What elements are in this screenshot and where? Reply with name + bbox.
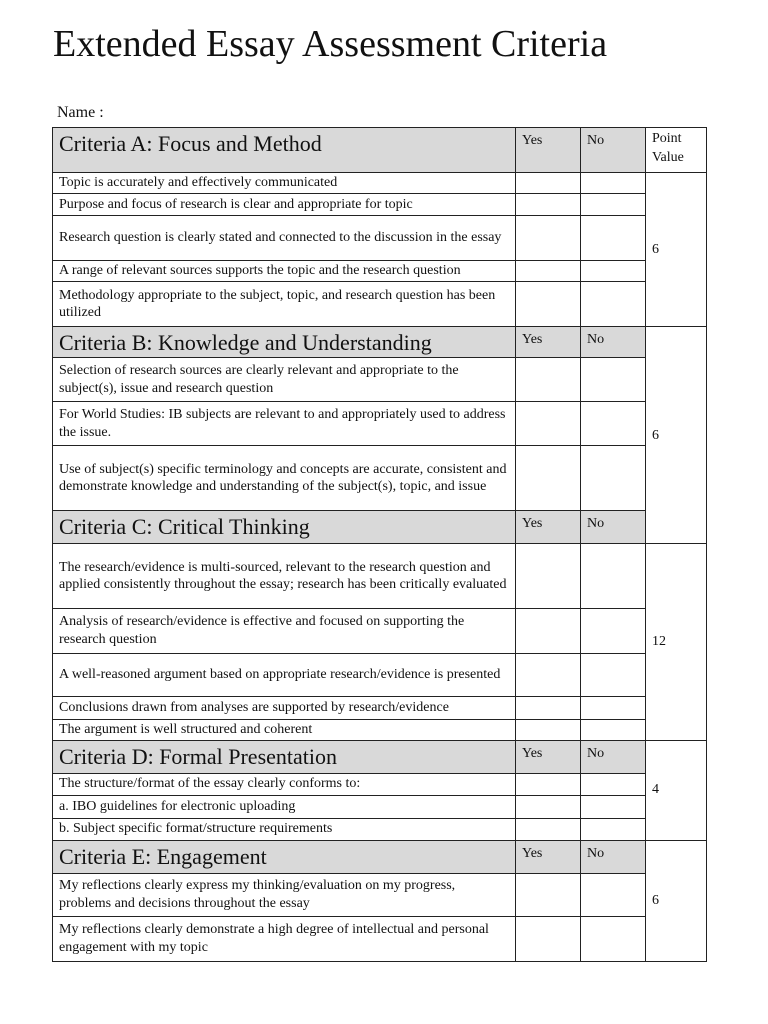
- criteria-d-item-3: b. Subject specific format/structure requirements: [53, 818, 516, 840]
- yes-header: Yes: [516, 740, 581, 773]
- no-header: No: [581, 840, 646, 873]
- no-cell[interactable]: [581, 173, 646, 194]
- criteria-b-header-row: [53, 327, 707, 358]
- criteria-d-title: Criteria D: Formal Presentation: [53, 740, 516, 773]
- criteria-row: [53, 609, 707, 653]
- criteria-c-points: 12: [646, 544, 707, 740]
- name-label: Name :: [57, 104, 104, 121]
- criteria-row: [53, 873, 707, 916]
- no-cell[interactable]: [581, 402, 646, 446]
- no-header: No: [581, 128, 646, 173]
- criteria-row: [53, 653, 707, 696]
- criteria-a-item-5: Methodology appropriate to the subject, topic, and research question has been utilized: [53, 282, 516, 327]
- no-cell[interactable]: [581, 609, 646, 653]
- no-cell[interactable]: [581, 916, 646, 961]
- no-cell[interactable]: [581, 873, 646, 916]
- yes-cell[interactable]: [516, 446, 581, 511]
- no-cell[interactable]: [581, 261, 646, 282]
- criteria-d-item-2: a. IBO guidelines for electronic uploading: [53, 795, 516, 818]
- no-header: No: [581, 327, 646, 358]
- criteria-e-item-2: My reflections clearly demonstrate a high degree of intellectual and personal engagement with my topic: [53, 916, 516, 961]
- point-value-header: Point Value: [646, 128, 707, 173]
- yes-cell[interactable]: [516, 216, 581, 261]
- criteria-a-points: 6: [646, 173, 707, 327]
- criteria-b-title: Criteria B: Knowledge and Understanding: [53, 327, 516, 358]
- criteria-a-title: Criteria A: Focus and Method: [53, 128, 516, 173]
- criteria-a-item-3: Research question is clearly stated and connected to the discussion in the essay: [53, 216, 516, 261]
- yes-cell[interactable]: [516, 544, 581, 609]
- criteria-row: [53, 818, 707, 840]
- no-cell[interactable]: [581, 446, 646, 511]
- criteria-b-item-3: Use of subject(s) specific terminology and concepts are accurate, consistent and demonstrate knowledge and understanding of the subject(s), topic, and issue: [53, 446, 516, 511]
- no-cell[interactable]: [581, 216, 646, 261]
- yes-cell[interactable]: [516, 282, 581, 327]
- no-header: No: [581, 740, 646, 773]
- yes-cell[interactable]: [516, 402, 581, 446]
- yes-cell[interactable]: [516, 773, 581, 795]
- criteria-e-header-row: [53, 840, 707, 873]
- no-cell[interactable]: [581, 795, 646, 818]
- criteria-table: [52, 127, 707, 962]
- yes-cell[interactable]: [516, 795, 581, 818]
- no-cell[interactable]: [581, 358, 646, 402]
- criteria-row: [53, 402, 707, 446]
- yes-header: Yes: [516, 511, 581, 544]
- criteria-d-points: 4: [646, 740, 707, 840]
- no-cell[interactable]: [581, 194, 646, 216]
- yes-cell[interactable]: [516, 358, 581, 402]
- criteria-row: [53, 446, 707, 511]
- yes-header: Yes: [516, 128, 581, 173]
- criteria-row: [53, 773, 707, 795]
- criteria-row: [53, 719, 707, 740]
- criteria-e-item-1: My reflections clearly express my thinking/evaluation on my progress, problems and decisions throughout the essay: [53, 873, 516, 916]
- no-cell[interactable]: [581, 719, 646, 740]
- criteria-b-item-2: For World Studies: IB subjects are relevant to and appropriately used to address the issue.: [53, 402, 516, 446]
- criteria-e-title: Criteria E: Engagement: [53, 840, 516, 873]
- criteria-row: [53, 358, 707, 402]
- criteria-c-item-5: The argument is well structured and coherent: [53, 719, 516, 740]
- yes-cell[interactable]: [516, 173, 581, 194]
- criteria-row: [53, 282, 707, 327]
- no-cell[interactable]: [581, 696, 646, 719]
- criteria-a-item-1: Topic is accurately and effectively communicated: [53, 173, 516, 194]
- yes-cell[interactable]: [516, 261, 581, 282]
- criteria-b-points: 6: [646, 327, 707, 544]
- no-header: No: [581, 511, 646, 544]
- criteria-e-points: 6: [646, 840, 707, 961]
- criteria-a-header-row: [53, 128, 707, 173]
- criteria-a-item-2: Purpose and focus of research is clear and appropriate for topic: [53, 194, 516, 216]
- criteria-c-header-row: [53, 511, 707, 544]
- no-cell[interactable]: [581, 773, 646, 795]
- criteria-d-header-row: [53, 740, 707, 773]
- criteria-row: [53, 173, 707, 194]
- criteria-row: [53, 194, 707, 216]
- no-cell[interactable]: [581, 544, 646, 609]
- page-title: Extended Essay Assessment Criteria: [53, 23, 608, 65]
- criteria-row: [53, 216, 707, 261]
- yes-cell[interactable]: [516, 719, 581, 740]
- criteria-c-item-1: The research/evidence is multi-sourced, relevant to the research question and applied consistently throughout the essay; research has been critically evaluated: [53, 544, 516, 609]
- yes-cell[interactable]: [516, 818, 581, 840]
- criteria-row: [53, 916, 707, 961]
- no-cell[interactable]: [581, 282, 646, 327]
- yes-cell[interactable]: [516, 194, 581, 216]
- criteria-d-item-1: The structure/format of the essay clearly conforms to:: [53, 773, 516, 795]
- criteria-c-item-2: Analysis of research/evidence is effective and focused on supporting the research question: [53, 609, 516, 653]
- criteria-row: [53, 261, 707, 282]
- yes-cell[interactable]: [516, 873, 581, 916]
- yes-header: Yes: [516, 327, 581, 358]
- yes-header: Yes: [516, 840, 581, 873]
- criteria-c-title: Criteria C: Critical Thinking: [53, 511, 516, 544]
- criteria-row: [53, 696, 707, 719]
- yes-cell[interactable]: [516, 609, 581, 653]
- yes-cell[interactable]: [516, 653, 581, 696]
- criteria-row: [53, 544, 707, 609]
- criteria-c-item-3: A well-reasoned argument based on appropriate research/evidence is presented: [53, 653, 516, 696]
- no-cell[interactable]: [581, 653, 646, 696]
- criteria-row: [53, 795, 707, 818]
- criteria-b-item-1: Selection of research sources are clearly relevant and appropriate to the subject(s), issue and research question: [53, 358, 516, 402]
- yes-cell[interactable]: [516, 916, 581, 961]
- criteria-a-item-4: A range of relevant sources supports the topic and the research question: [53, 261, 516, 282]
- no-cell[interactable]: [581, 818, 646, 840]
- yes-cell[interactable]: [516, 696, 581, 719]
- criteria-c-item-4: Conclusions drawn from analyses are supported by research/evidence: [53, 696, 516, 719]
